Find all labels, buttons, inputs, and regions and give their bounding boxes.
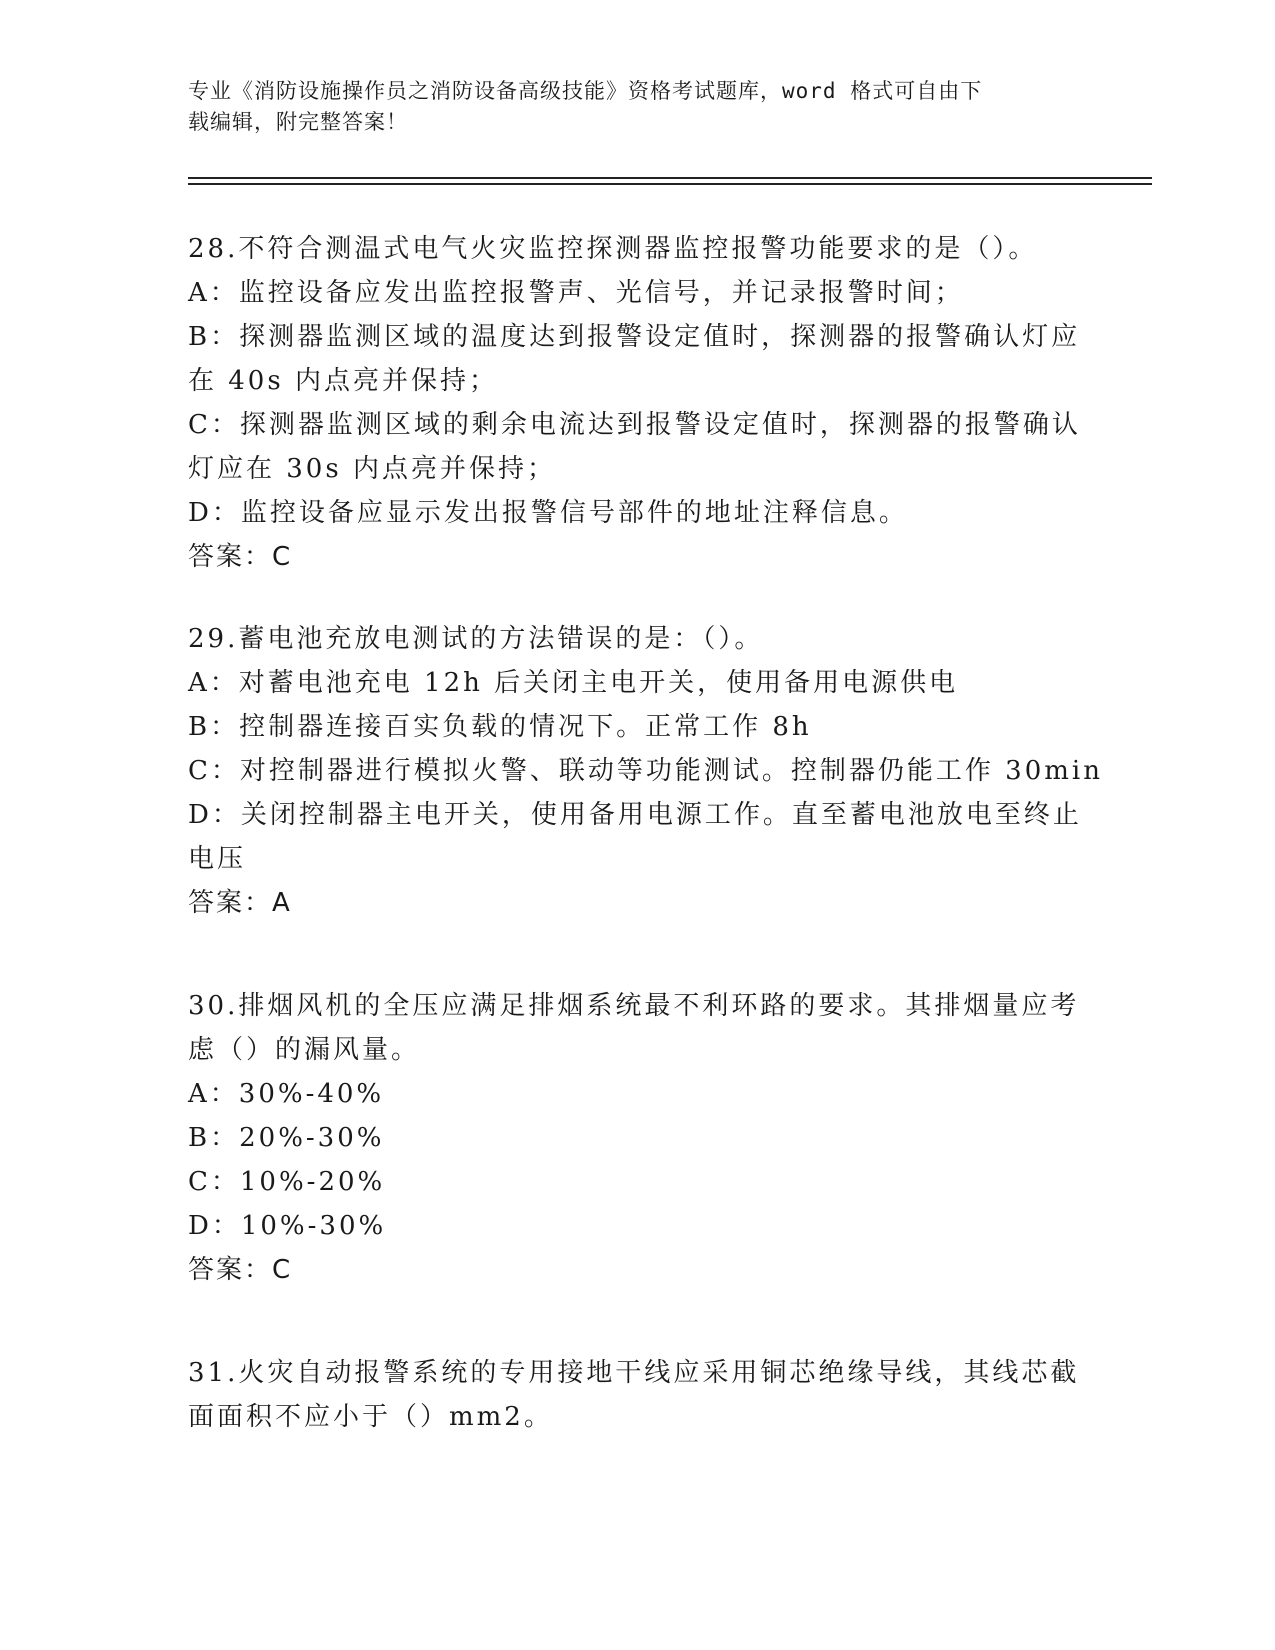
question-28-option-c-cont: 灯应在 30s 内点亮并保持；	[188, 454, 556, 484]
question-30-stem-cont: 虑（）的漏风量。	[188, 1035, 421, 1065]
header-divider-top	[188, 177, 1152, 179]
question-28-option-b-cont: 在 40s 内点亮并保持；	[188, 366, 498, 396]
question-30-option-d: D：10%-30%	[188, 1211, 387, 1241]
question-28-answer: 答案：C	[188, 542, 293, 572]
question-28-option-c: C：探测器监测区域的剩余电流达到报警设定值时，探测器的报警确认	[188, 410, 1081, 440]
question-29-option-a: A：对蓄电池充电 12h 后关闭主电开关，使用备用电源供电	[188, 668, 959, 698]
header-divider-bottom	[188, 183, 1152, 185]
question-28-option-d: D：监控设备应显示发出报警信号部件的地址注释信息。	[188, 498, 908, 528]
question-29-option-d-cont: 电压	[188, 844, 247, 874]
question-31-stem: 31.火灾自动报警系统的专用接地干线应采用铜芯绝缘导线，其线芯截	[188, 1358, 1080, 1388]
header-line-2: 载编辑，附完整答案！	[188, 110, 408, 134]
question-30-option-b: B：20%-30%	[188, 1123, 385, 1153]
question-28-option-a: A：监控设备应发出监控报警声、光信号，并记录报警时间；	[188, 278, 964, 308]
question-30-option-a: A：30%-40%	[188, 1079, 385, 1109]
question-29-option-c: C：对控制器进行模拟火警、联动等功能测试。控制器仍能工作 30min	[188, 756, 1103, 786]
question-30-stem: 30.排烟风机的全压应满足排烟系统最不利环路的要求。其排烟量应考	[188, 991, 1080, 1021]
question-29-option-b: B：控制器连接百实负载的情况下。正常工作 8h	[188, 712, 812, 742]
question-30-answer: 答案：C	[188, 1255, 293, 1285]
header-line-1: 专业《消防设施操作员之消防设备高级技能》资格考试题库，word 格式可自由下	[188, 79, 983, 103]
question-29-stem: 29.蓄电池充放电测试的方法错误的是：（）。	[188, 624, 764, 654]
question-28-option-b: B：探测器监测区域的温度达到报警设定值时，探测器的报警确认灯应	[188, 322, 1081, 352]
question-28-stem: 28.不符合测温式电气火灾监控探测器监控报警功能要求的是（）。	[188, 234, 1038, 264]
question-29-option-d: D：关闭控制器主电开关，使用备用电源工作。直至蓄电池放电至终止	[188, 800, 1082, 830]
question-31-stem-cont: 面面积不应小于（）mm2。	[188, 1402, 553, 1432]
question-29-answer: 答案：A	[188, 888, 292, 918]
question-30-option-c: C：10%-20%	[188, 1167, 386, 1197]
document-header	[188, 76, 1068, 138]
